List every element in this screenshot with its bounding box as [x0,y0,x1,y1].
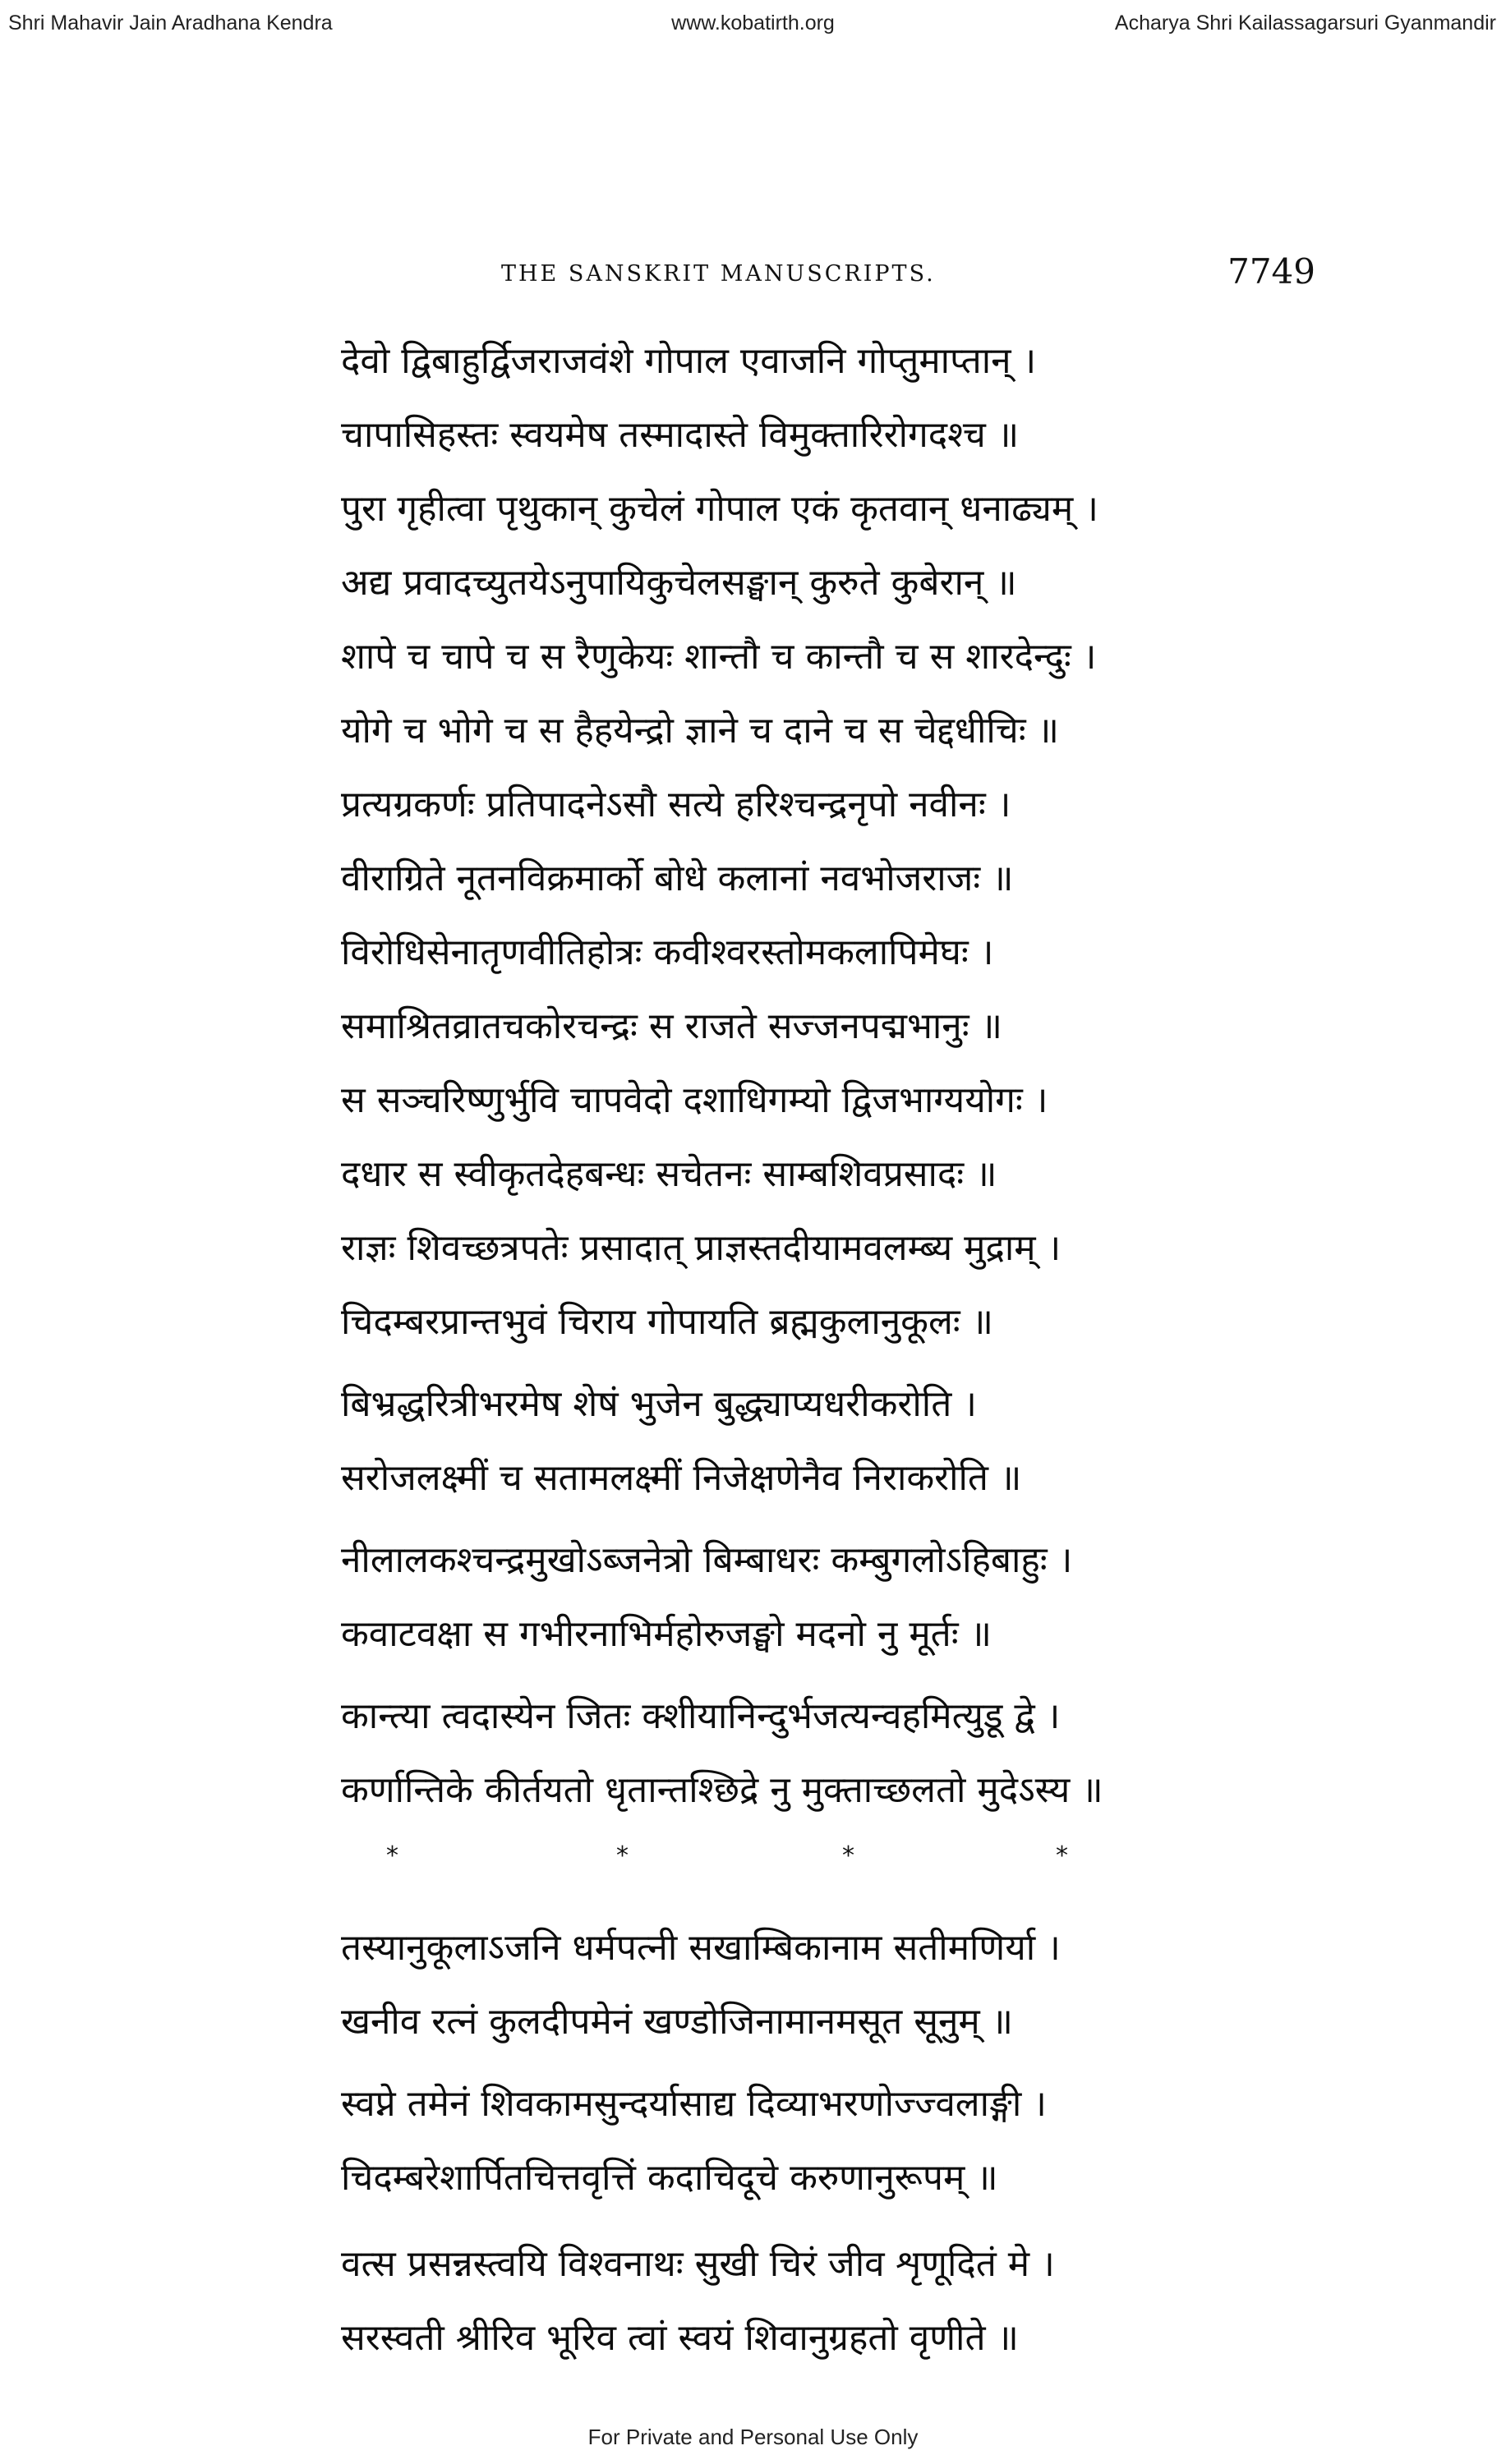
verse-line: तस्यानुकूलाऽजनि धर्मपत्नी सखाम्बिकानाम सतीमणिर्या । [341,1927,1061,1969]
verse-line: अद्य प्रवादच्युतयेऽनुपायिकुचेलसङ्घान् कुरुते कुबेरान् ॥ [341,562,1017,604]
verse-line: सरस्वती श्रीरिव भूरिव त्वां स्वयं शिवानुग्रहतो वृणीते ॥ [341,2317,1019,2359]
separator-asterisk: * [616,1841,629,1870]
separator-asterisk: * [842,1841,854,1870]
verse-line: समाश्रितव्रातचकोरचन्द्रः स राजते सज्जनपद्मभानुः ॥ [341,1005,1002,1047]
verse-line: योगे च भोगे च स हैहयेन्द्रो ज्ञाने च दाने च स चेद्दधीचिः ॥ [341,710,1059,752]
verse-line: विरोधिसेनातृणवीतिहोत्रः कवीश्वरस्तोमकलापिमेघः । [341,931,994,973]
verse-line: पुरा गृहीत्वा पृथुकान् कुचेलं गोपाल एकं कृतवान् धनाढ्यम् । [341,488,1098,530]
verse-line: चापासिहस्तः स्वयमेष तस्मादास्ते विमुक्तारिरोगदश्च ॥ [341,414,1020,456]
verse-line: कवाटवक्षा स गभीरनाभिर्महोरुजङ्घो मदनो नु मूर्तः ॥ [341,1613,992,1655]
verse-line: सरोजलक्ष्मीं च सतामलक्ष्मीं निजेक्षणेनैव निराकरोति ॥ [341,1457,1022,1499]
page-number: 7749 [1227,251,1315,292]
header-center-url: www.kobatirth.org [671,11,835,34]
verse-line: खनीव रत्नं कुलदीपमेनं खण्डोजिनामानमसूत सूनुम् ॥ [341,2001,1014,2043]
header-right-text: Acharya Shri Kailassagarsuri Gyanmandir [1114,11,1496,34]
verse-line: वीराग्रिते नूतनविक्रमार्को बोधे कलानां नवभोजराजः ॥ [341,857,1014,899]
running-head: THE SANSKRIT MANUSCRIPTS. [501,261,936,287]
separator-asterisk: * [1056,1841,1068,1870]
verse-line: नीलालकश्चन्द्रमुखोऽब्जनेत्रो बिम्बाधरः कम्बुगलोऽहिबाहुः । [341,1539,1073,1581]
header-left-text: Shri Mahavir Jain Aradhana Kendra [8,11,333,34]
footer-notice: For Private and Personal Use Only [587,2425,919,2449]
verse-line: चिदम्बरेशार्पितचित्तवृत्तिं कदाचिदूचे करुणानुरूपम् ॥ [341,2157,998,2199]
verse-line: दधार स स्वीकृतदेहबन्धः सचेतनः साम्बशिवप्रसादः ॥ [341,1153,997,1195]
verse-line: बिभ्रद्धरित्रीभरमेष शेषं भुजेन बुद्ध्याप्यधरीकरोति । [341,1383,977,1425]
verse-line: कान्त्या त्वदास्येन जितः क्शीयानिन्दुर्भजत्यन्वहमित्युडू द्वे । [341,1695,1061,1737]
verse-line: देवो द्विबाहुर्द्विजराजवंशे गोपाल एवाजनि गोप्तुमाप्तान् । [341,340,1037,382]
verse-line: राज्ञः शिवच्छत्रपतेः प्रसादात् प्राज्ञस्तदीयामवलम्ब्य मुद्राम् । [341,1227,1062,1269]
section-separator [386,1841,1076,1874]
verse-line: स सञ्चरिष्णुर्भुवि चापवेदो दशाधिगम्यो द्विजभाग्ययोगः । [341,1079,1048,1121]
verse-line: वत्स प्रसन्नस्त्वयि विश्वनाथः सुखी चिरं जीव शृणूदितं मे । [341,2243,1055,2285]
site-header [0,11,1506,44]
verse-line: चिदम्बरप्रान्तभुवं चिराय गोपायति ब्रह्मकुलानुकूलः ॥ [341,1301,993,1343]
verse-line: प्रत्यग्रकर्णः प्रतिपादनेऽसौ सत्ये हरिश्चन्द्रनृपो नवीनः । [341,784,1011,825]
separator-asterisk: * [386,1841,398,1870]
verse-line: कर्णान्तिके कीर्तयतो धृतान्तश्छिद्रे नु मुक्ताच्छलतो मुदेऽस्य ॥ [341,1769,1103,1811]
verse-line: स्वप्ने तमेनं शिवकामसुन्दर्यासाद्य दिव्याभरणोज्ज्वलाङ्गी । [341,2083,1047,2125]
verse-line: शापे च चापे च स रैणुकेयः शान्तौ च कान्तौ च स शारदेन्दुः । [341,636,1097,678]
